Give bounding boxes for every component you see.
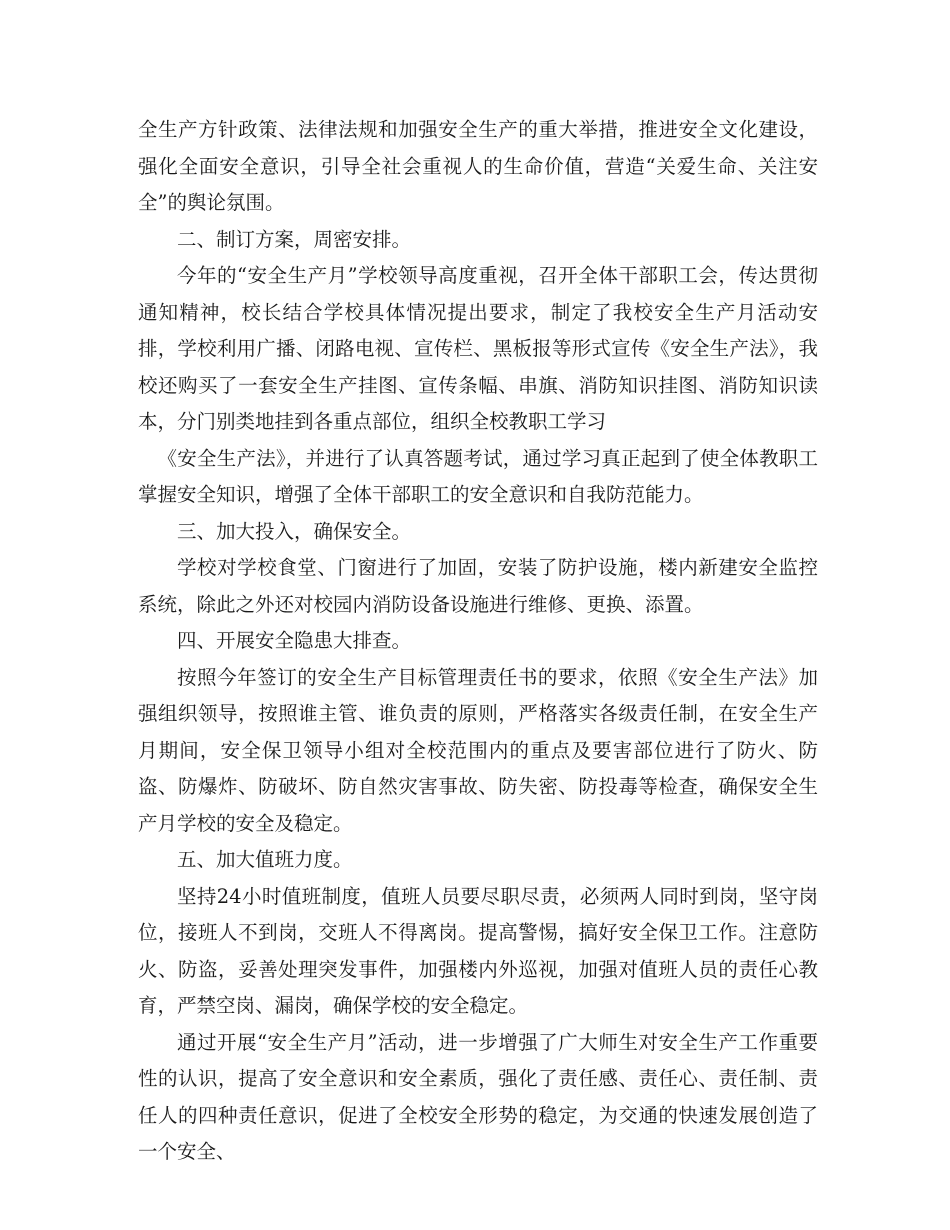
paragraph-plan: 今年的“安全生产月”学校领导高度重视，召开全体干部职工会，传达贯彻通知精神，校长结合学校具体情况提出要求，制定了我校安全生产月活动安排，学校利用广播、闭路电视、宣传栏、黑板报等形式宣传《安全生产法》，我校还购买了一套安全生产挂图、宣传条幅、串旗、消防知识挂图、消防知识读本，分门别类地挂到各重点部位，组织全校教职工学习 [138,264,818,433]
paragraph-duty: 坚持24小时值班制度，值班人员要尽职尽责，必须两人同时到岗，坚守岗位，接班人不到岗，交班人不得离岗。提高警惕，搞好安全保卫工作。注意防火、防盗，妥善处理突发事件，加强楼内外巡视，加强对值班人员的责任心教育，严禁空岗、漏岗，确保学校的安全稳定。 [138,884,818,1017]
paragraph-inspection: 按照今年签订的安全生产目标管理责任书的要求，依照《安全生产法》加强组织领导，按照谁主管、谁负责的原则，严格落实各级责任制，在安全生产月期间，安全保卫领导小组对全校范围内的重点及要害部位进行了防火、防盗、防爆炸、防破坏、防自然灾害事故、防失密、防投毒等检查，确保安全生产月学校的安全及稳定。 [138,665,818,835]
paragraph-conclusion: 通过开展“安全生产月”活动，进一步增强了广大师生对安全生产工作重要性的认识，提高了安全意识和安全素质，强化了责任感、责任心、责任制、责任人的四种责任意识，促进了全校安全形势的稳定，为交通的快速发展创造了一个安全、 [138,1030,818,1163]
section-heading-2: 二、制订方案，周密安排。 [177,227,412,251]
document-body [138,112,818,1171]
paragraph-plan-continued: 《安全生产法》，并进行了认真答题考试，通过学习真正起到了使全体教职工掌握安全知识，增强了全体干部职工的安全意识和自我防范能力。 [138,446,818,506]
paragraph-investment: 学校对学校食堂、门窗进行了加固，安装了防护设施，楼内新建安全监控系统，除此之外还对校园内消防设备设施进行维修、更换、添置。 [138,556,818,616]
section-heading-5: 五、加大值班力度。 [177,848,353,871]
paragraph-intro-continued: 全生产方针政策、法律法规和加强安全生产的重大举措，推进安全文化建设，强化全面安全意识，引导全社会重视人的生命价值，营造“关爱生命、关注安全”的舆论氛围。 [138,118,818,214]
section-heading-3: 三、加大投入，确保安全。 [177,519,412,543]
section-heading-4: 四、开展安全隐患大排查。 [177,629,412,652]
